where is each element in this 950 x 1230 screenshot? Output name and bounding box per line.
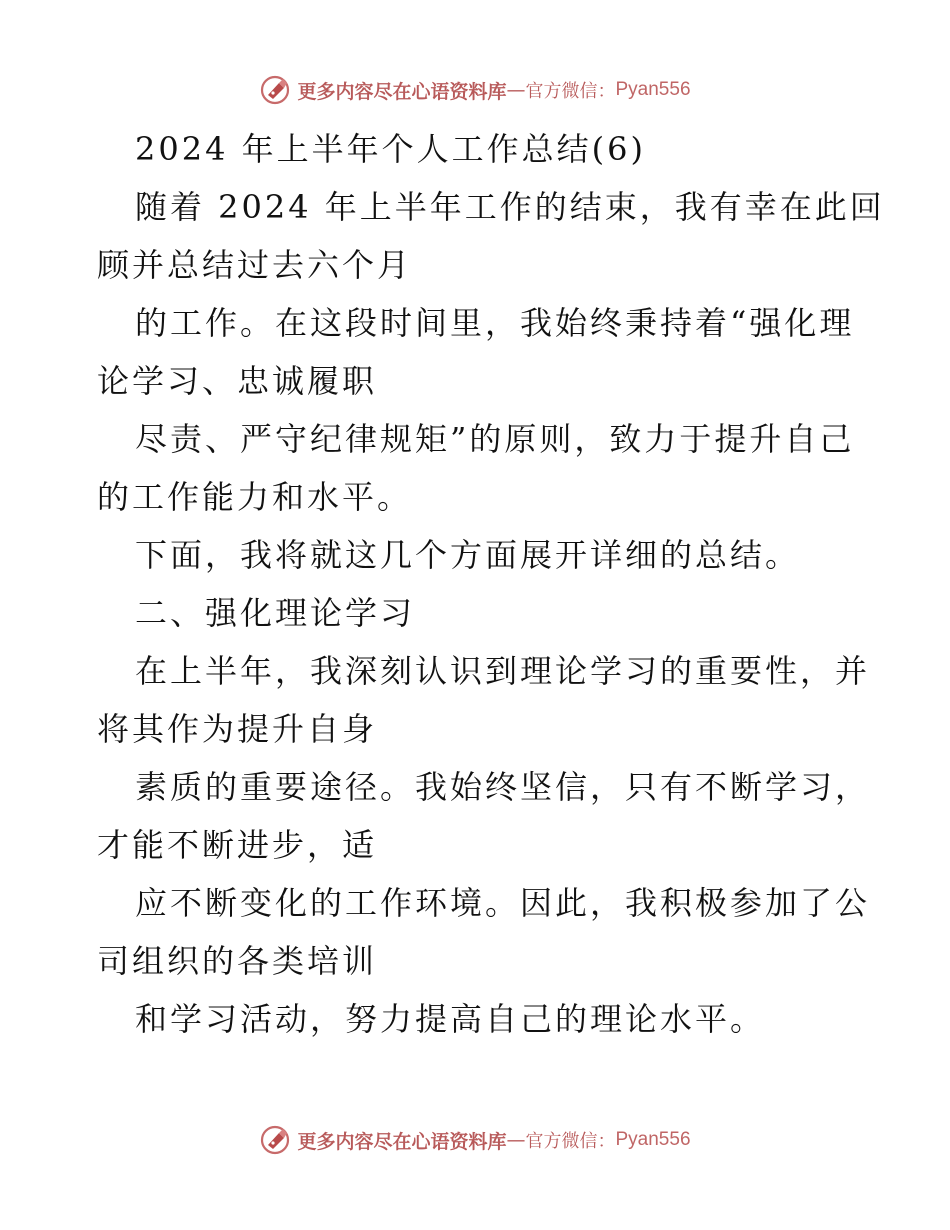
paragraph-line: 随着 2024 年上半年工作的结束，我有幸在此回 — [135, 188, 885, 226]
paragraph-line: 司组织的各类培训 — [97, 942, 378, 980]
paragraph-line: 素质的重要途径。我始终坚信，只有不断学习， — [135, 768, 871, 806]
paragraph-line: 将其作为提升自身 — [97, 710, 378, 748]
banner-wechat-label: 官方微信： — [525, 81, 616, 102]
paragraph-line: 应不断变化的工作环境。因此，我积极参加了公 — [135, 884, 871, 922]
banner-wechat-id: Pyan556 — [615, 1129, 691, 1150]
section-heading: 二、强化理论学习 — [135, 594, 416, 632]
paragraph-line: 论学习、忠诚履职 — [97, 362, 378, 400]
paragraph-line: 顾并总结过去六个月 — [97, 246, 413, 284]
banner-slogan: 更多内容尽在心语资料库 — [297, 1130, 507, 1153]
pen-nib-logo-icon — [259, 73, 293, 107]
header-banner — [0, 70, 950, 110]
paragraph-line: 的工作能力和水平。 — [97, 478, 413, 516]
banner-wechat-id: Pyan556 — [615, 79, 691, 100]
banner-dash: — — [506, 79, 526, 101]
banner-wechat-label: 官方微信： — [525, 1131, 616, 1152]
footer-banner — [0, 1120, 950, 1160]
paragraph-line: 的工作。在这段时间里，我始终秉持着“强化理 — [135, 304, 855, 342]
paragraph-line: 下面，我将就这几个方面展开详细的总结。 — [135, 536, 801, 574]
document-title: 2024 年上半年个人工作总结(6) — [135, 130, 646, 168]
document-body — [97, 120, 885, 1048]
paragraph-line: 在上半年，我深刻认识到理论学习的重要性，并 — [135, 652, 871, 690]
paragraph-line: 尽责、严守纪律规矩”的原则，致力于提升自己 — [135, 420, 855, 458]
paragraph-line: 才能不断进步，适 — [97, 826, 378, 864]
banner-slogan: 更多内容尽在心语资料库 — [297, 80, 507, 103]
pen-nib-logo-icon — [259, 1123, 293, 1157]
banner-dash: — — [506, 1129, 526, 1151]
paragraph-line: 和学习活动，努力提高自己的理论水平。 — [135, 1000, 766, 1038]
